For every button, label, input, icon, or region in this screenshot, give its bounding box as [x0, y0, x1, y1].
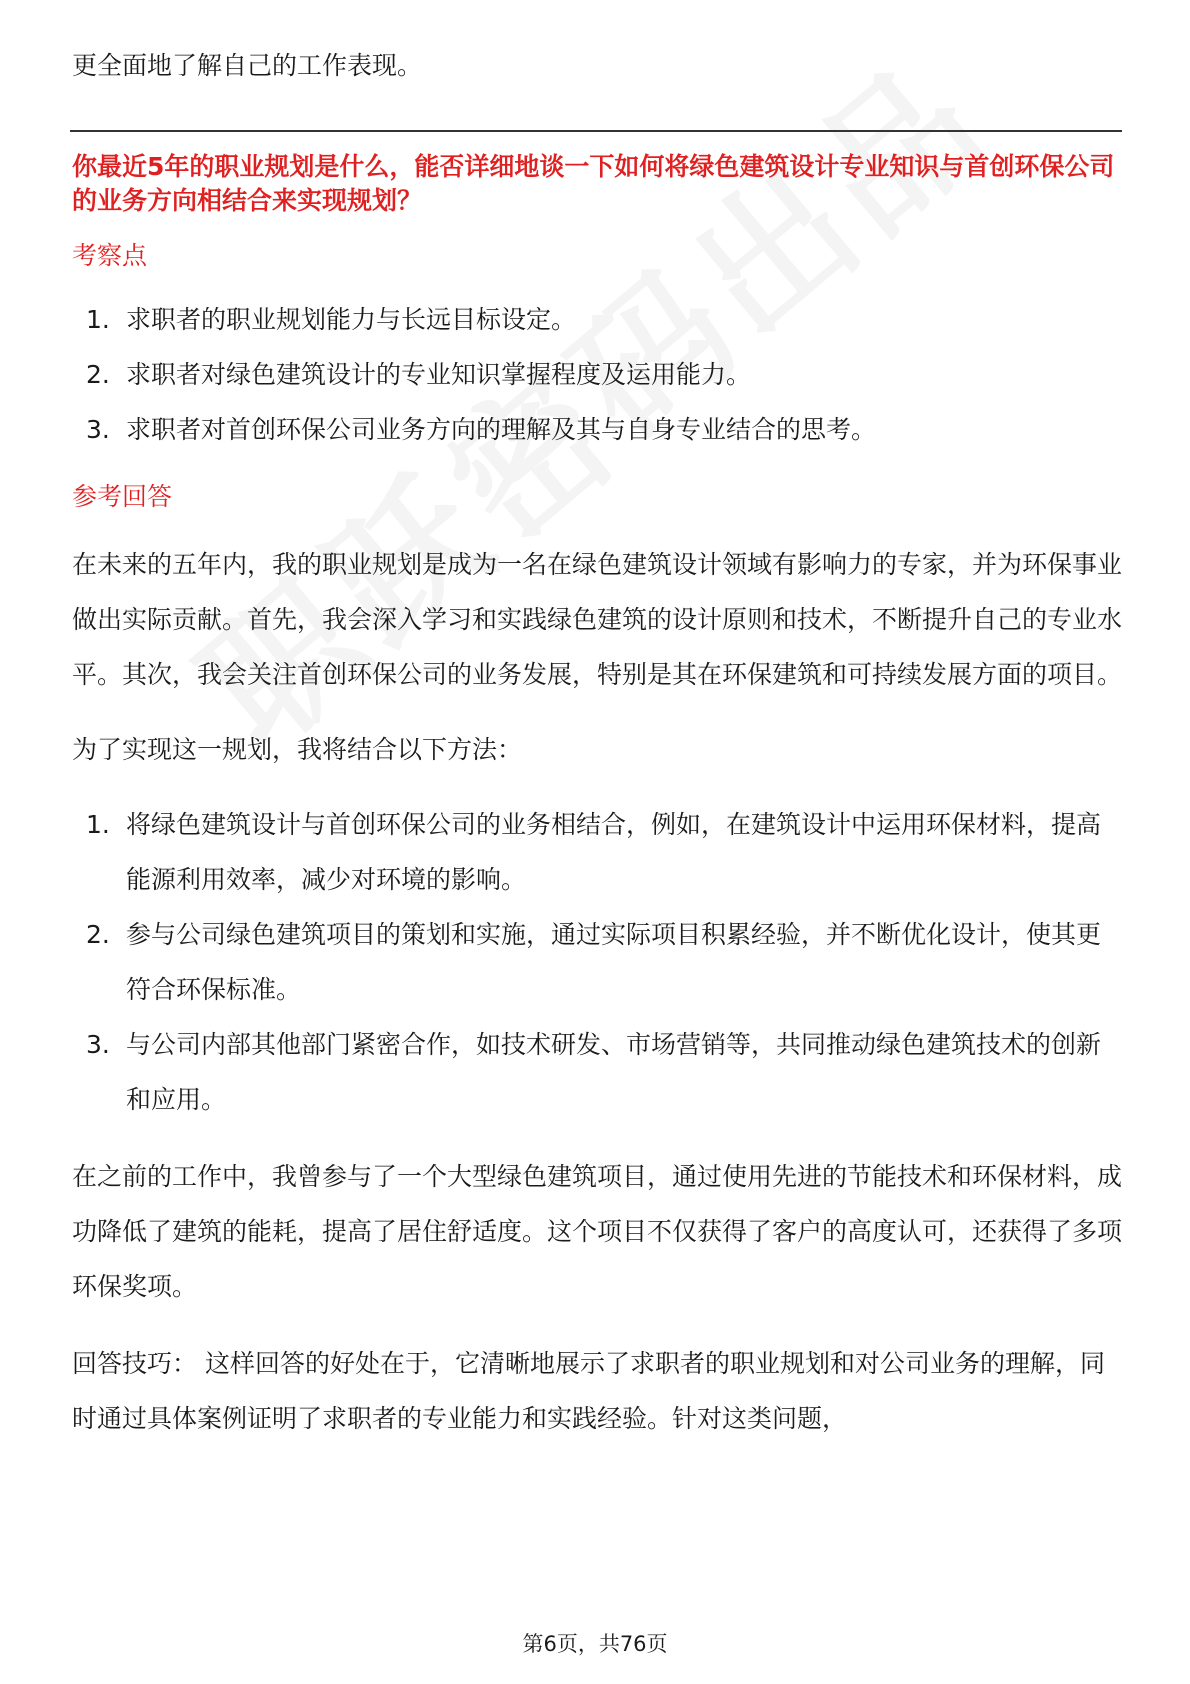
- list-item-text: 参与公司绿色建筑项目的策划和实施，通过实际项目积累经验，并不断优化设计，使其更符合环保标准。: [126, 920, 1102, 1004]
- methods-list: [72, 797, 1122, 1127]
- question-title: 你最近5年的职业规划是什么，能否详细地谈一下如何将绿色建筑设计专业知识与首创环保公司的业务方向相结合来实现规划？: [72, 152, 1115, 215]
- page-footer: 第6页，共76页: [522, 1632, 668, 1656]
- page-content: [72, 46, 1122, 1446]
- answer-paragraph-1: 在未来的五年内，我的职业规划是成为一名在绿色建筑设计领域有影响力的专家，并为环保事业做出实际贡献。首先，我会深入学习和实践绿色建筑的设计原则和技术，不断提升自己的专业水平。其次，我会关注首创环保公司的业务发展，特别是其在环保建筑和可持续发展方面的项目。: [72, 550, 1123, 689]
- list-number: 1.: [86, 305, 110, 334]
- answer-heading: 参考回答: [72, 482, 173, 511]
- list-number: 3.: [86, 415, 110, 444]
- list-number: 1.: [86, 810, 110, 839]
- assessment-heading: 考察点: [72, 241, 148, 270]
- answer-tips-paragraph: 回答技巧： 这样回答的好处在于，它清晰地展示了求职者的职业规划和对公司业务的理解，同时通过具体案例证明了求职者的专业能力和实践经验。针对这类问题，: [72, 1349, 1105, 1433]
- list-item-text: 求职者对绿色建筑设计的专业知识掌握程度及运用能力。: [126, 360, 752, 389]
- list-item: [72, 402, 1122, 457]
- list-item: [72, 292, 1122, 347]
- list-item-text: 求职者对首创环保公司业务方向的理解及其与自身专业结合的思考。: [126, 415, 877, 444]
- list-item-text: 与公司内部其他部门紧密合作，如技术研发、市场营销等，共同推动绿色建筑技术的创新和应用。: [126, 1030, 1102, 1114]
- list-item: [72, 797, 1122, 907]
- intro-line: 更全面地了解自己的工作表现。: [72, 51, 423, 80]
- answer-paragraph-3: 在之前的工作中，我曾参与了一个大型绿色建筑项目，通过使用先进的节能技术和环保材料，成功降低了建筑的能耗，提高了居住舒适度。这个项目不仅获得了客户的高度认可，还获得了多项环保奖项。: [72, 1162, 1123, 1301]
- list-item-text: 将绿色建筑设计与首创环保公司的业务相结合，例如，在建筑设计中运用环保材料，提高能源利用效率，减少对环境的影响。: [126, 810, 1102, 894]
- list-item-text: 求职者的职业规划能力与长远目标设定。: [126, 305, 577, 334]
- list-number: 2.: [86, 360, 110, 389]
- list-number: 2.: [86, 920, 110, 949]
- list-item: [72, 907, 1122, 1017]
- list-item: [72, 347, 1122, 402]
- list-item: [72, 1017, 1122, 1127]
- section-divider: [70, 130, 1122, 132]
- list-number: 3.: [86, 1030, 110, 1059]
- answer-paragraph-2: 为了实现这一规划，我将结合以下方法：: [72, 735, 523, 764]
- assessment-list: [72, 292, 1122, 457]
